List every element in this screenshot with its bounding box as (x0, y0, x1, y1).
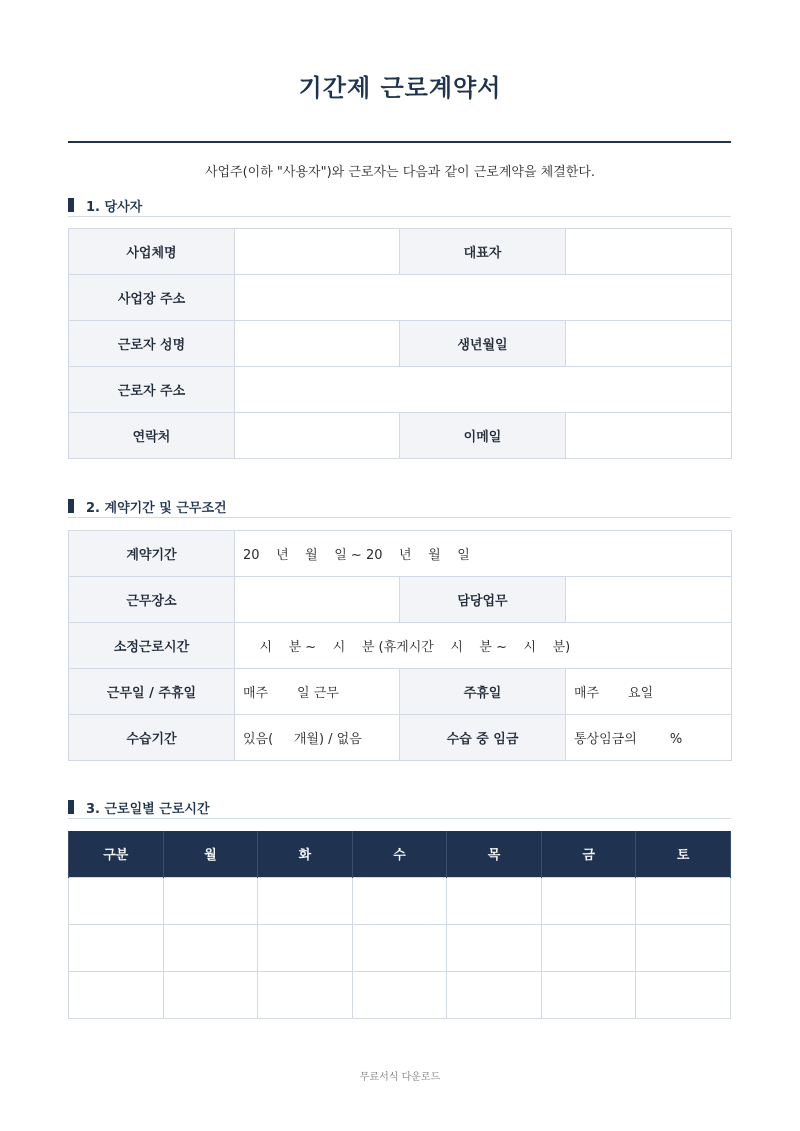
field-label: 계약기간 (69, 531, 235, 577)
schedule-cell[interactable] (447, 971, 542, 1018)
column-header: 토 (636, 831, 731, 877)
table-row (69, 669, 732, 715)
weekly-holiday-field[interactable]: 매주 요일 (566, 669, 732, 715)
schedule-cell[interactable] (163, 877, 258, 924)
phone-field[interactable] (235, 413, 400, 459)
field-label: 대표자 (400, 229, 566, 275)
schedule-cell[interactable] (69, 971, 164, 1018)
schedule-cell[interactable] (541, 924, 636, 971)
section-title: 3. 근로일별 근로시간 (86, 802, 210, 817)
section-marker (68, 499, 74, 513)
field-label: 연락처 (69, 413, 235, 459)
email-field[interactable] (566, 413, 732, 459)
probation-field[interactable]: 있음( 개월) / 없음 (235, 715, 400, 761)
section-header-schedule (68, 797, 731, 819)
field-label: 주휴일 (400, 669, 566, 715)
column-header: 구분 (69, 831, 164, 877)
schedule-cell[interactable] (163, 924, 258, 971)
table-row (69, 877, 731, 924)
schedule-cell[interactable] (352, 971, 447, 1018)
conditions-table (68, 530, 732, 761)
section-header-conditions (68, 496, 731, 518)
field-label: 근무장소 (69, 577, 235, 623)
workdays-field[interactable]: 매주 일 근무 (235, 669, 400, 715)
table-row (69, 229, 732, 275)
column-header: 금 (541, 831, 636, 877)
field-label: 근로자 성명 (69, 321, 235, 367)
schedule-cell[interactable] (447, 924, 542, 971)
table-row (69, 971, 731, 1018)
column-header: 화 (258, 831, 353, 877)
table-row (69, 623, 732, 669)
schedule-cell[interactable] (636, 877, 731, 924)
schedule-cell[interactable] (69, 877, 164, 924)
section-title: 2. 계약기간 및 근무조건 (86, 501, 227, 516)
section-header-parties (68, 195, 731, 217)
representative-field[interactable] (566, 229, 732, 275)
contract-period-field[interactable]: 20 년 월 일 ~ 20 년 월 일 (235, 531, 732, 577)
schedule-cell[interactable] (447, 877, 542, 924)
worker-name-field[interactable] (235, 321, 400, 367)
field-label: 사업장 주소 (69, 275, 235, 321)
section-marker (68, 800, 74, 814)
section-marker (68, 198, 74, 212)
schedule-cell[interactable] (258, 971, 353, 1018)
worker-address-field[interactable] (235, 367, 732, 413)
schedule-cell[interactable] (163, 971, 258, 1018)
footer-text: 무료서식 다운로드 (359, 1072, 441, 1083)
column-header: 수 (352, 831, 447, 877)
intro-text: 사업주(이하 "사용자")와 근로자는 다음과 같이 근로계약을 체결한다. (204, 165, 596, 180)
field-label: 수습 중 임금 (400, 715, 566, 761)
schedule-cell[interactable] (69, 924, 164, 971)
column-header: 월 (163, 831, 258, 877)
field-label: 사업체명 (69, 229, 235, 275)
table-row (69, 715, 732, 761)
schedule-cell[interactable] (258, 877, 353, 924)
schedule-cell[interactable] (258, 924, 353, 971)
schedule-cell[interactable] (541, 971, 636, 1018)
table-row (69, 413, 732, 459)
title-divider (68, 141, 731, 143)
column-header: 목 (447, 831, 542, 877)
document-title: 기간제 근로계약서 (298, 74, 502, 102)
table-row (69, 924, 731, 971)
workplace-field[interactable] (235, 577, 400, 623)
probation-wage-field[interactable]: 통상임금의 % (566, 715, 732, 761)
birthdate-field[interactable] (566, 321, 732, 367)
section-title: 1. 당사자 (86, 200, 143, 215)
business-name-field[interactable] (235, 229, 400, 275)
field-label: 담당업무 (400, 577, 566, 623)
field-label: 이메일 (400, 413, 566, 459)
field-label: 수습기간 (69, 715, 235, 761)
schedule-cell[interactable] (352, 924, 447, 971)
working-hours-field[interactable]: 시 분 ~ 시 분 (휴게시간 시 분 ~ 시 분) (235, 623, 732, 669)
field-label: 소정근로시간 (69, 623, 235, 669)
table-row (69, 577, 732, 623)
business-address-field[interactable] (235, 275, 732, 321)
table-row (69, 275, 732, 321)
table-row (69, 531, 732, 577)
parties-table (68, 228, 732, 459)
table-row (69, 367, 732, 413)
field-label: 생년월일 (400, 321, 566, 367)
schedule-cell[interactable] (636, 971, 731, 1018)
schedule-table (68, 831, 731, 1019)
schedule-cell[interactable] (636, 924, 731, 971)
field-label: 근로자 주소 (69, 367, 235, 413)
table-row (69, 321, 732, 367)
schedule-cell[interactable] (541, 877, 636, 924)
schedule-cell[interactable] (352, 877, 447, 924)
field-label: 근무일 / 주휴일 (69, 669, 235, 715)
table-header-row (69, 831, 731, 877)
duties-field[interactable] (566, 577, 732, 623)
